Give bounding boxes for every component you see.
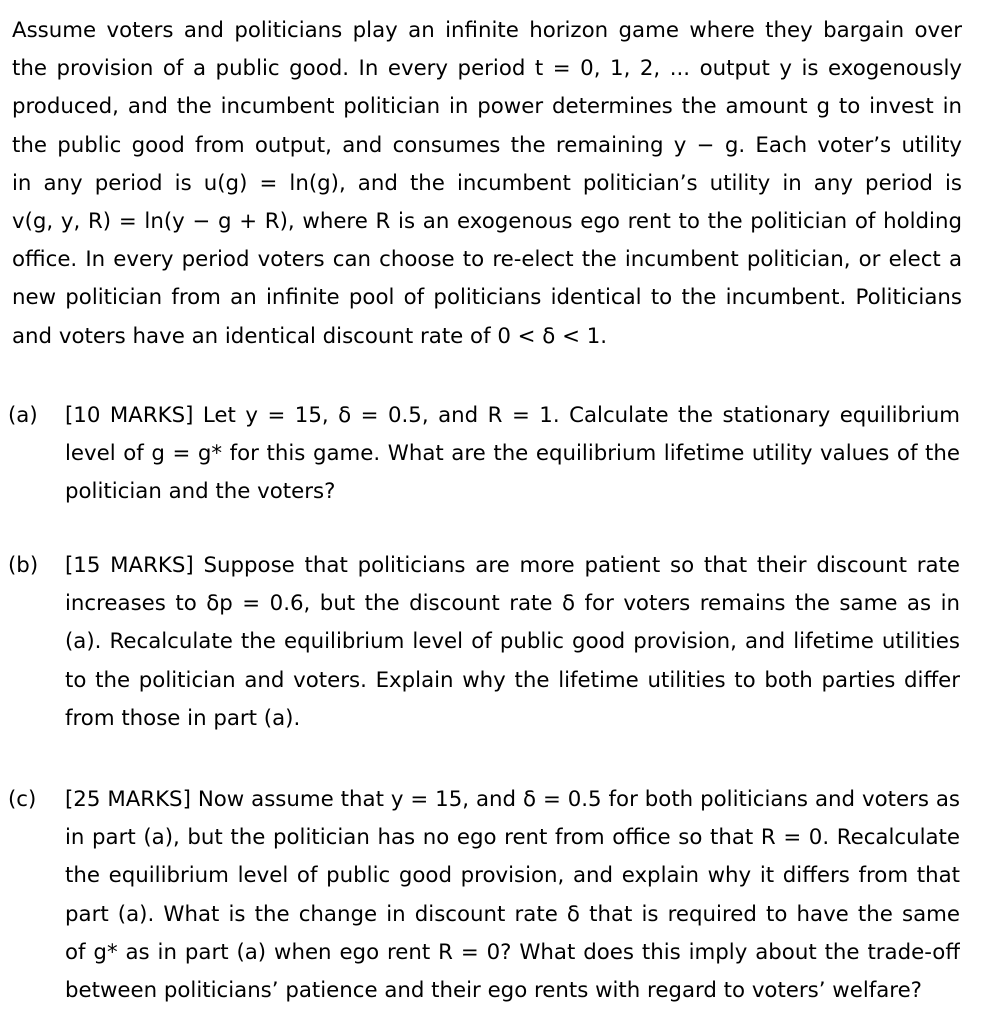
intro-line: the public good from output, and consumes the remaining y − g. Each voter’s utility bbox=[12, 132, 962, 158]
question-line: increases to δp = 0.6, but the discount rate δ for voters remains the same as in bbox=[65, 591, 960, 617]
problem-document bbox=[12, 12, 962, 356]
question-line: [15 MARKS] Suppose that politicians are more patient so that their discount rate bbox=[65, 553, 960, 578]
question-line: [25 MARKS] Now assume that y = 15, and δ = 0.5 for both politicians and voters as bbox=[65, 787, 960, 812]
question-line: part (a). What is the change in discount rate δ that is required to have the same bbox=[65, 901, 960, 927]
question-line: between politicians’ patience and their ego rents with regard to voters’ welfare? bbox=[65, 977, 922, 1003]
question-label: (b) bbox=[8, 553, 39, 578]
intro-line: and voters have an identical discount rate of 0 < δ < 1. bbox=[12, 323, 608, 349]
question-line: of g* as in part (a) when ego rent R = 0? What does this imply about the trade-off bbox=[65, 939, 960, 965]
question-line: in part (a), but the politician has no ego rent from office so that R = 0. Recalculate bbox=[65, 825, 960, 851]
intro-line: v(g, y, R) = ln(y − g + R), where R is an exogenous ego rent to the politician of holding bbox=[12, 208, 962, 234]
question-label: (c) bbox=[8, 787, 37, 812]
intro-line: produced, and the incumbent politician in power determines the amount g to invest in bbox=[12, 94, 962, 120]
question-line: politician and the voters? bbox=[65, 479, 336, 505]
question-label: (a) bbox=[8, 403, 38, 428]
question-line: level of g = g* for this game. What are the equilibrium lifetime utility values of the bbox=[65, 441, 960, 467]
intro-paragraph bbox=[12, 12, 962, 356]
question-line: to the politician and voters. Explain why the lifetime utilities to both parties differ bbox=[65, 667, 960, 693]
intro-line: Assume voters and politicians play an infinite horizon game where they bargain over bbox=[12, 18, 962, 43]
intro-line: new politician from an infinite pool of politicians identical to the incumbent. Politicians bbox=[12, 285, 962, 311]
question-text bbox=[65, 397, 960, 512]
intro-line: the provision of a public good. In every period t = 0, 1, 2, ... output y is exogenously bbox=[12, 56, 962, 82]
question-text bbox=[65, 547, 960, 738]
question-line: (a). Recalculate the equilibrium level of public good provision, and lifetime utilities bbox=[65, 629, 960, 655]
question-line: the equilibrium level of public good provision, and explain why it differs from that bbox=[65, 863, 960, 889]
intro-line: office. In every period voters can choose to re-elect the incumbent politician, or elect a bbox=[12, 247, 962, 273]
question-line: [10 MARKS] Let y = 15, δ = 0.5, and R = 1. Calculate the stationary equilibrium bbox=[65, 403, 960, 428]
question-line: from those in part (a). bbox=[65, 705, 301, 731]
intro-line: in any period is u(g) = ln(g), and the incumbent politician’s utility in any period is bbox=[12, 170, 962, 196]
question-text bbox=[65, 781, 960, 1010]
